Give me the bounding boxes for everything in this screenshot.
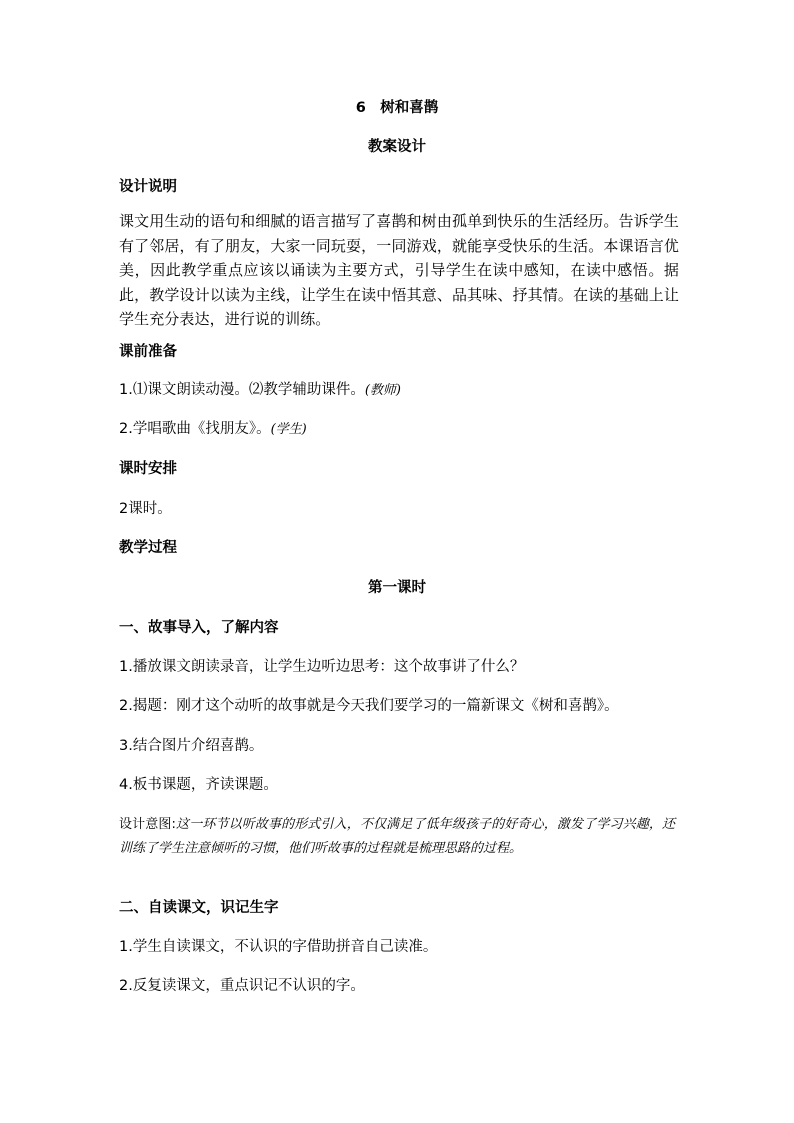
- design-intent-note: [119, 813, 675, 861]
- section2-item: 2.反复读课文，重点识记不认识的字。: [119, 978, 365, 994]
- section1-item: 4.板书课题，齐读课题。: [119, 777, 278, 793]
- section1-item: 1.播放课文朗读录音，让学生边听边思考：这个故事讲了什么？: [119, 659, 525, 675]
- preparation-heading: 课前准备: [119, 344, 177, 360]
- process-heading: 教学过程: [119, 540, 177, 556]
- preparation-item: [119, 380, 679, 401]
- schedule-text: 2课时。: [119, 501, 172, 517]
- design-notes-body: 课文用生动的语句和细腻的语言描写了喜鹊和树由孤单到快乐的生活经历。告诉学生有了邻居，有了朋友，大家一同玩耍，一同游戏，就能享受快乐的生活。本课语言优美，因此教学重点应该以诵读为主要方式，引导学生在读中感知，在读中感悟。据此，教学设计以读为主线，让学生在读中悟其意、品其味、抒其情。在读的基础上让学生充分表达，进行说的训练。: [119, 212, 679, 328]
- lesson-title: 6 树和喜鹊: [355, 100, 439, 116]
- section2-item: 1.学生自读课文，不认识的字借助拼音自己读准。: [119, 939, 438, 955]
- section1-item: 3.结合图片介绍喜鹊。: [119, 738, 264, 754]
- section2-heading: 二、自读课文，识记生字: [119, 900, 279, 916]
- design-intent-label: 设计意图:: [119, 817, 176, 832]
- plan-subtitle: 教案设计: [368, 139, 426, 155]
- design-intent-text: 这一环节以听故事的形式引入，不仅满足了低年级孩子的好奇心，激发了学习兴趣，还训练了学生注意倾听的习惯，他们听故事的过程就是梳理思路的过程。: [119, 817, 675, 856]
- first-lesson-heading: 第一课时: [368, 580, 426, 596]
- preparation-item-text: 1.⑴课文朗读动漫。⑵教学辅助课件。: [119, 382, 365, 398]
- preparation-item: [119, 419, 679, 440]
- section1-item: 2.揭题：刚才这个动听的故事就是今天我们要学习的一篇新课文《树和喜鹊》。: [119, 698, 619, 714]
- preparation-item-note: (教师): [364, 383, 401, 398]
- preparation-item-text: 2.学唱歌曲《找朋友》。: [119, 421, 271, 437]
- schedule-heading: 课时安排: [119, 461, 177, 477]
- preparation-item-note: (学生): [270, 422, 307, 437]
- design-notes-heading: 设计说明: [119, 179, 177, 195]
- section1-heading: 一、故事导入，了解内容: [119, 620, 279, 636]
